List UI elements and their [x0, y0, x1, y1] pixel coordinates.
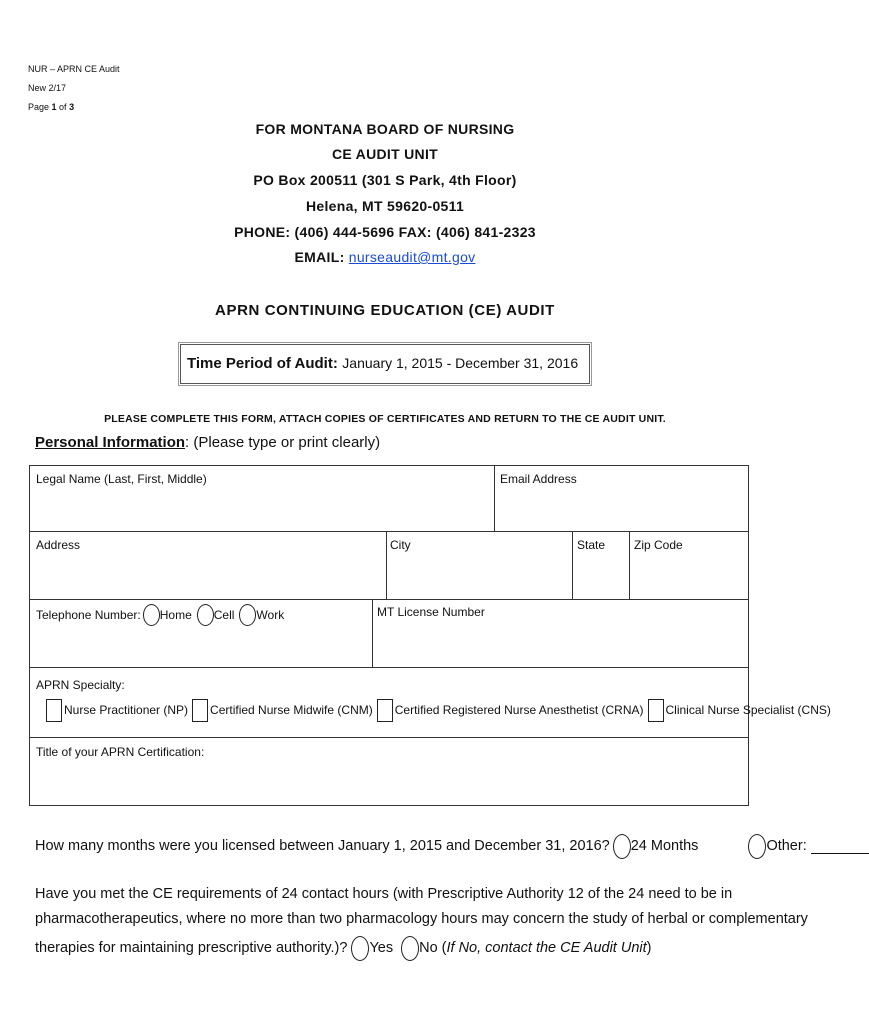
page-number: [28, 100, 74, 114]
personal-info-heading: [35, 434, 380, 451]
np-label: Nurse Practitioner (NP): [64, 703, 189, 717]
instructions: PLEASE COMPLETE THIS FORM, ATTACH COPIES OF CERTIFICATES AND RETURN TO THE CE AUDIT UNIT.: [104, 413, 666, 425]
state-input[interactable]: [575, 554, 626, 596]
cell-label: Cell: [213, 608, 235, 622]
license-input[interactable]: [375, 622, 745, 664]
cert-title-label: Title of your APRN Certification:: [36, 745, 205, 759]
audit-period-value: January 1, 2015 - December 31, 2016: [342, 355, 579, 371]
months-24-radio[interactable]: [613, 834, 631, 859]
cell-radio[interactable]: [197, 604, 214, 626]
ce-no-label: No (: [419, 940, 447, 956]
specialty-label: APRN Specialty:: [36, 678, 125, 692]
months-question: [35, 832, 869, 860]
cert-title-input[interactable]: [31, 762, 745, 802]
home-label: Home: [159, 608, 192, 622]
cnm-checkbox[interactable]: [192, 699, 208, 722]
cns-label: Clinical Nurse Specialist (CNS): [665, 703, 831, 717]
state-label: State: [577, 538, 606, 552]
ce-no-note: If No, contact the CE Audit Unit: [446, 940, 647, 956]
months-question-text: How many months were you licensed between January 1, 2015 and December 31, 2016?: [35, 838, 610, 854]
audit-period-box: [180, 344, 590, 384]
ce-question-line2: pharmacotherapeutics, where no more than two pharmacology hours may concern the study of herbal or complementary: [35, 911, 808, 927]
email-label: EMAIL:: [294, 249, 349, 265]
page-title: APRN CONTINUING EDUCATION (CE) AUDIT: [215, 302, 555, 319]
months-other-label: Other:: [766, 838, 807, 854]
email-link[interactable]: nurseaudit@mt.gov: [348, 249, 476, 265]
legal-name-label: Legal Name (Last, First, Middle): [36, 472, 207, 486]
crna-checkbox[interactable]: [377, 699, 393, 722]
header-email: [0, 249, 770, 265]
specialty-options: [46, 697, 831, 723]
cns-checkbox[interactable]: [648, 699, 664, 722]
header-city: Helena, MT 59620-0511: [305, 198, 465, 214]
form-id: NUR – APRN CE Audit: [28, 64, 120, 74]
email-address-label: Email Address: [500, 472, 577, 486]
header-board: FOR MONTANA BOARD OF NURSING: [255, 121, 515, 137]
work-radio[interactable]: [239, 604, 256, 626]
form-version: New 2/17: [28, 83, 67, 93]
zip-label: Zip Code: [634, 538, 683, 552]
personal-note: : (Please type or print clearly): [185, 434, 381, 451]
ce-yes-label: Yes: [369, 940, 394, 956]
address-label: Address: [36, 538, 81, 552]
np-checkbox[interactable]: [46, 699, 62, 722]
work-label: Work: [256, 608, 285, 622]
city-input[interactable]: [389, 554, 569, 596]
page-prefix: Page: [28, 102, 52, 112]
ce-no-close: ): [646, 940, 652, 956]
license-label: MT License Number: [377, 605, 485, 619]
page-current: 1: [51, 102, 57, 112]
page-total: 3: [69, 102, 75, 112]
ce-question-line3-text: therapies for maintaining prescriptive authority.)?: [35, 940, 348, 956]
zip-input[interactable]: [632, 554, 745, 596]
crna-label: Certified Registered Nurse Anesthetist (CRNA): [394, 703, 644, 717]
telephone-row: [36, 602, 284, 628]
ce-question-line3: [35, 934, 651, 962]
months-other-radio[interactable]: [748, 834, 766, 859]
header-unit: CE AUDIT UNIT: [331, 146, 439, 162]
city-label: City: [390, 538, 411, 552]
page-of: of: [56, 102, 70, 112]
email-address-input[interactable]: [497, 488, 745, 528]
header-phone-fax: PHONE: (406) 444-5696 FAX: (406) 841-2323: [234, 224, 536, 240]
ce-no-radio[interactable]: [401, 936, 419, 961]
address-input[interactable]: [31, 554, 383, 596]
telephone-label: Telephone Number:: [36, 608, 141, 622]
ce-question-line1: Have you met the CE requirements of 24 contact hours (with Prescriptive Authority 12 of the 24 need to be in: [35, 886, 733, 902]
months-24-label: 24 Months: [630, 838, 699, 854]
audit-period-label: Time Period of Audit:: [187, 355, 338, 372]
home-radio[interactable]: [143, 604, 160, 626]
months-other-input[interactable]: [811, 839, 869, 854]
cnm-label: Certified Nurse Midwife (CNM): [210, 703, 373, 717]
personal-heading: Personal Information: [35, 434, 186, 451]
header-po-box: PO Box 200511 (301 S Park, 4th Floor): [253, 172, 517, 188]
ce-yes-radio[interactable]: [351, 936, 369, 961]
legal-name-input[interactable]: [31, 488, 491, 528]
